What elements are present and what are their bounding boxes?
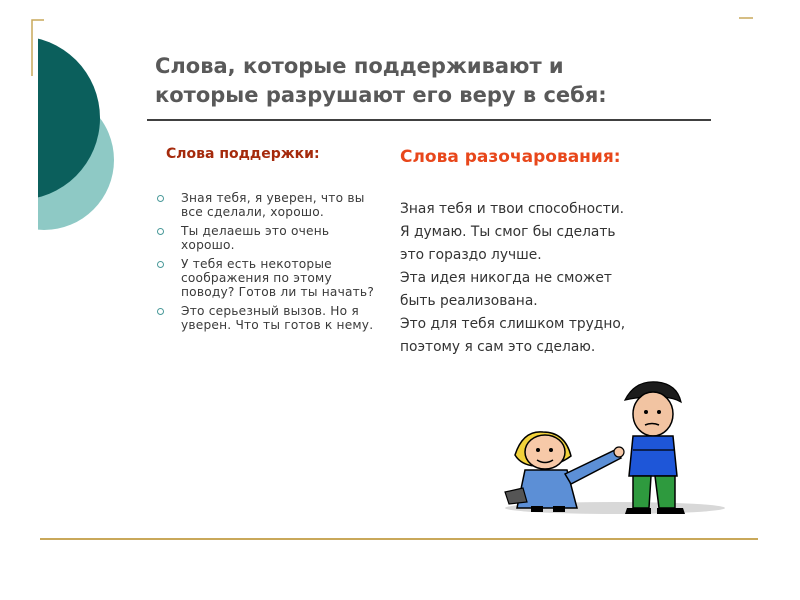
list-item-text: Зная тебя, я уверен, что вы все сделали, хорошо. — [181, 191, 365, 219]
right-person — [625, 382, 685, 514]
text-line: это гораздо лучше. — [400, 247, 542, 263]
bullet-circle-icon — [157, 228, 164, 235]
list-item — [157, 257, 382, 299]
two-people-cartoon-icon — [495, 370, 735, 520]
footer-divider — [40, 538, 758, 540]
disappointment-heading: Слова разочарования: — [400, 147, 621, 167]
list-item — [157, 304, 382, 332]
text-line: Это для тебя слишком трудно, — [400, 316, 626, 332]
list-item — [157, 224, 382, 252]
decorative-circles — [0, 0, 130, 280]
list-item-text: Ты делаешь это очень хорошо. — [181, 224, 330, 252]
title-line: которые разрушают его веру в себя: — [155, 83, 607, 107]
text-line: поэтому я сам это сделаю. — [400, 339, 596, 355]
corner-mark-top-right — [738, 16, 754, 24]
slide-title — [155, 52, 715, 110]
text-line: Зная тебя и твои способности. — [400, 201, 625, 217]
text-line: быть реализована. — [400, 293, 538, 309]
list-item-text: Это серьезный вызов. Но я уверен. Что ты готов к нему. — [181, 304, 374, 332]
bullet-circle-icon — [157, 261, 164, 268]
support-heading: Слова поддержки: — [166, 146, 320, 162]
text-line: Я думаю. Ты смог бы сделать — [400, 224, 616, 240]
disappointment-text — [400, 198, 700, 359]
text-line: Эта идея никогда не сможет — [400, 270, 612, 286]
bullet-circle-icon — [157, 308, 164, 315]
list-item-text: У тебя есть некоторые соображения по этому поводу? Готов ли ты начать? — [181, 257, 374, 299]
corner-mark-top-left — [30, 18, 46, 76]
bullet-circle-icon — [157, 195, 164, 202]
support-list — [157, 191, 382, 337]
left-person — [505, 432, 624, 512]
title-line: Слова, которые поддерживают и — [155, 54, 564, 78]
list-item — [157, 191, 382, 219]
title-divider — [147, 119, 711, 121]
